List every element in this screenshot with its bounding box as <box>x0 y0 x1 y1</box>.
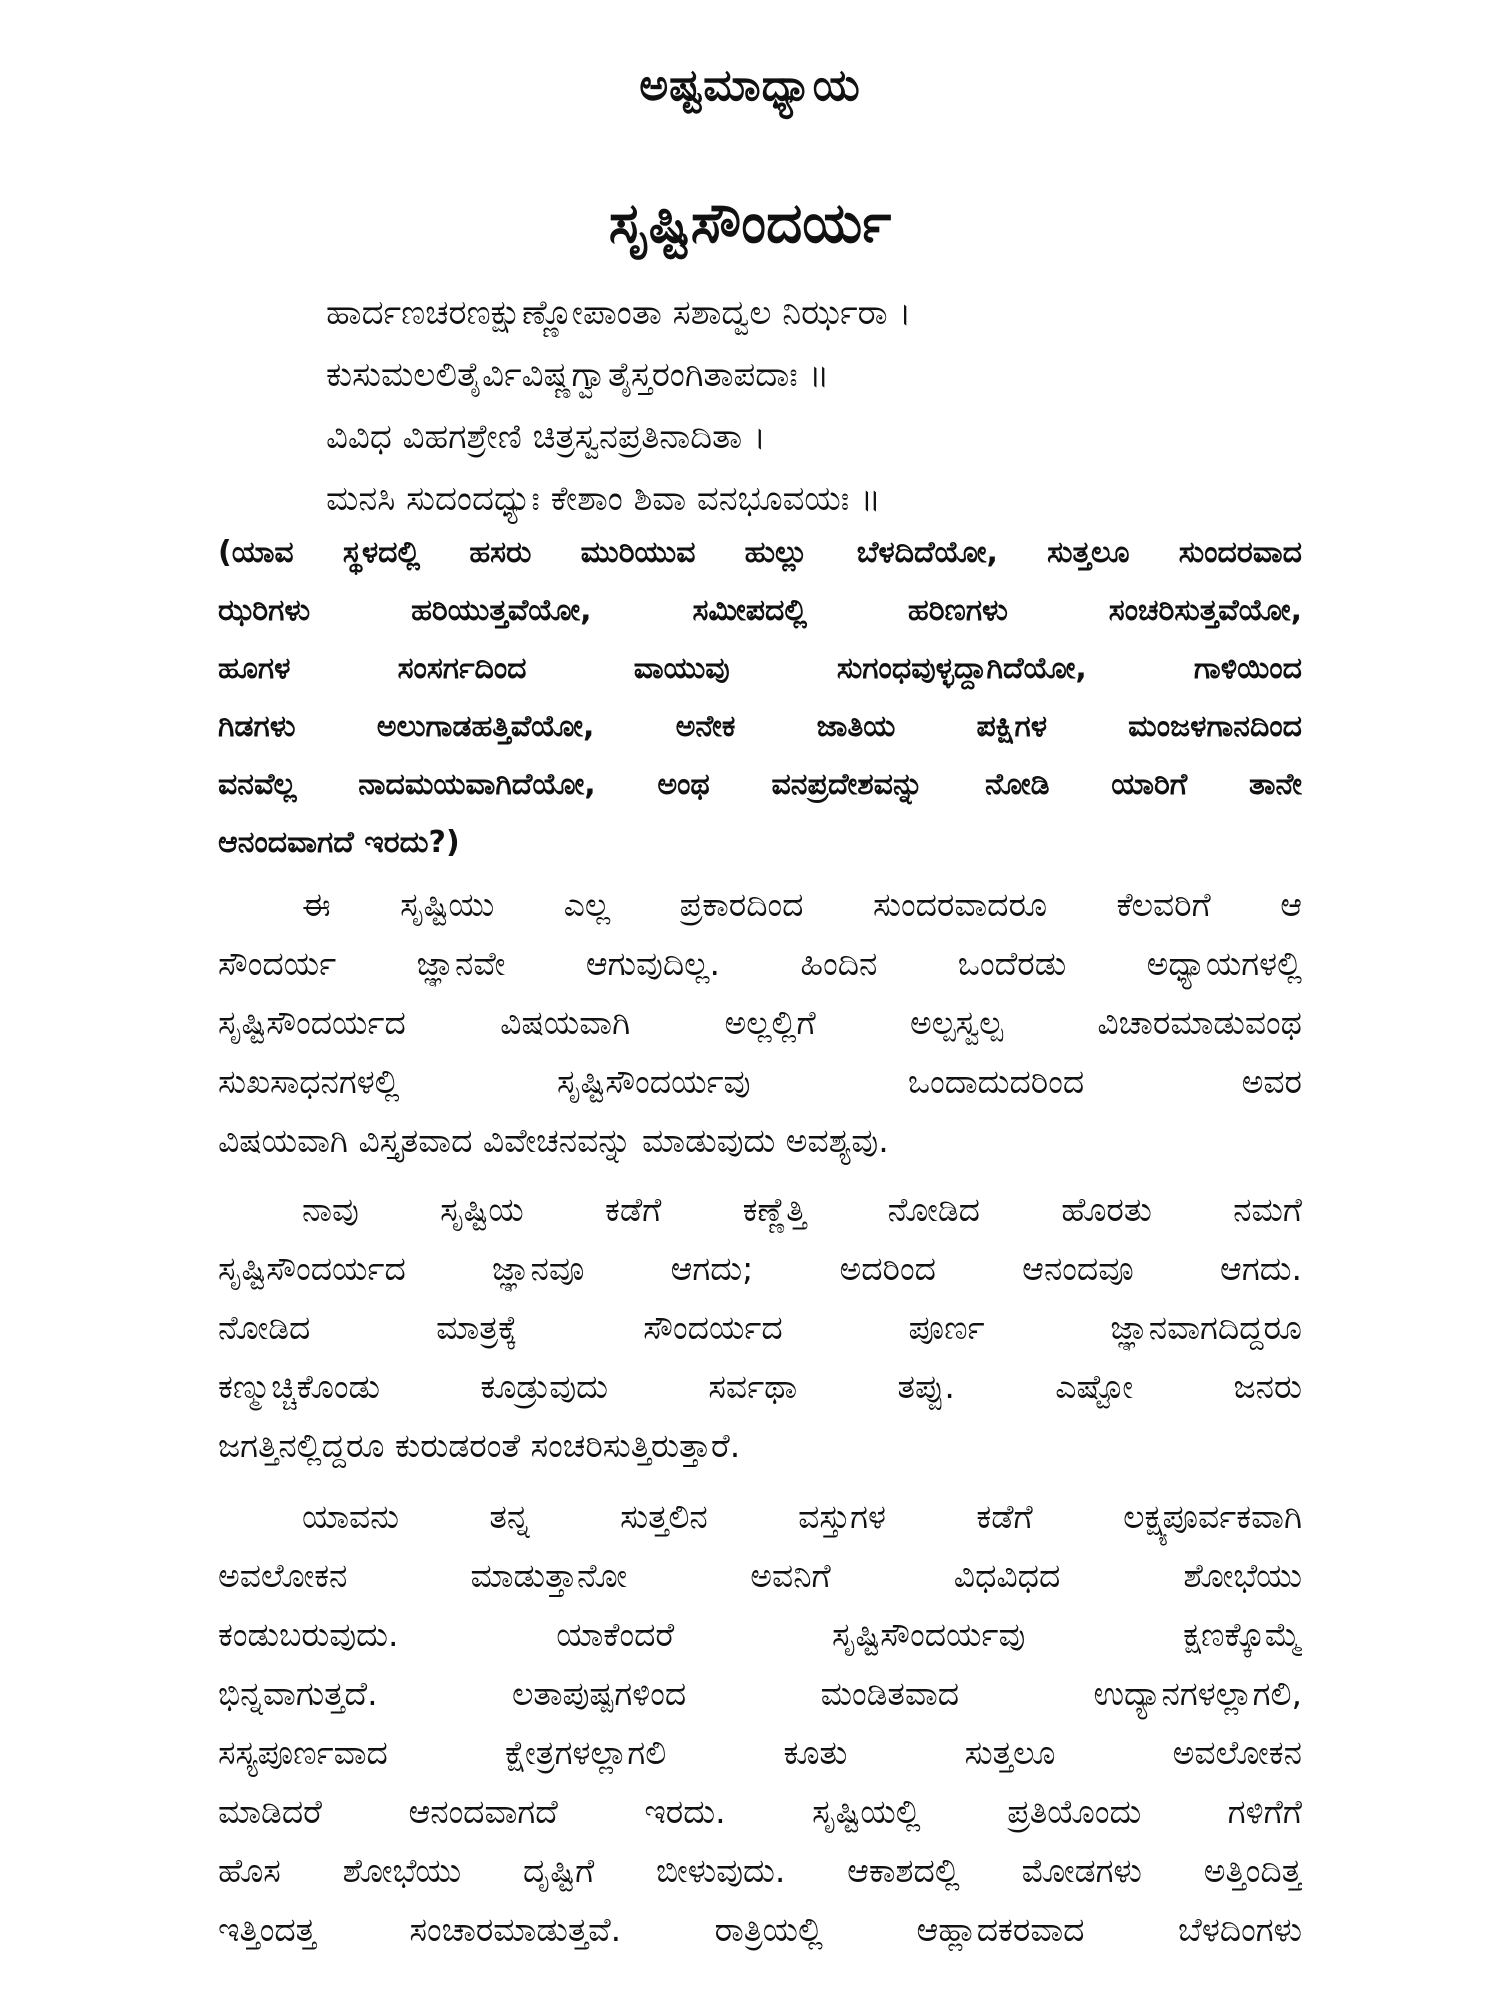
verse-line: ಮನಸಿ ಸುದಂದಧ್ಯುಃ ಕೇಶಾಂ ಶಿವಾ ವನಭೂವಯಃ ॥ <box>326 479 881 519</box>
chapter-title: ಅಷ್ಟಮಾಧ್ಯಾಯ <box>639 60 861 111</box>
paragraph-line: ಸುಖಸಾಧನಗಳಲ್ಲಿ ಸೃಷ್ಟಿಸೌಂದರ್ಯವು ಒಂದಾದುದರಿಂದ ಅವರ <box>218 1062 1302 1101</box>
paragraph-line: ಅವಲೋಕನ ಮಾಡುತ್ತಾನೋ ಅವನಿಗೆ ವಿಧವಿಧದ ಶೋಭೆಯು <box>218 1556 1302 1595</box>
translation-line: ಗಿಡಗಳು ಅಲುಗಾಡಹತ್ತಿವೆಯೋ, ಅನೇಕ ಜಾತಿಯ ಪಕ್ಷಿಗಳ ಮಂಜಳಗಾನದಿಂದ <box>218 709 1302 744</box>
paragraph-line: ಭಿನ್ನವಾಗುತ್ತದೆ. ಲತಾಪುಷ್ಪಗಳಿಂದ ಮಂಡಿತವಾದ ಉದ್ಯಾನಗಳಲ್ಲಾಗಲಿ, <box>218 1674 1302 1713</box>
paragraph-line: ಕಂಡುಬರುವುದು. ಯಾಕೆಂದರೆ ಸೃಷ್ಟಿಸೌಂದರ್ಯವು ಕ್ಷಣಕ್ಕೊಮ್ಮೆ <box>218 1615 1302 1654</box>
paragraph-line: ಸೃಷ್ಟಿಸೌಂದರ್ಯದ ವಿಷಯವಾಗಿ ಅಲ್ಲಲ್ಲಿಗೆ ಅಲ್ಪಸ್ವಲ್ಪ ವಿಚಾರಮಾಡುವಂಥ <box>218 1003 1302 1042</box>
paragraph-line: ವಿಷಯವಾಗಿ ವಿಸ್ತೃತವಾದ ವಿವೇಚನವನ್ನು ಮಾಡುವುದು ಅವಶ್ಯವು. <box>218 1121 889 1160</box>
paragraph-line: ನೋಡಿದ ಮಾತ್ರಕ್ಕೆ ಸೌಂದರ್ಯದ ಪೂರ್ಣ ಜ್ಞಾನವಾಗದಿದ್ದರೂ <box>218 1308 1302 1347</box>
paragraph-line: ಸೌಂದರ್ಯ ಜ್ಞಾನವೇ ಆಗುವುದಿಲ್ಲ. ಹಿಂದಿನ ಒಂದೆರಡು ಅಧ್ಯಾಯಗಳಲ್ಲಿ <box>218 944 1302 983</box>
paragraph-line: ಸೃಷ್ಟಿಸೌಂದರ್ಯದ ಜ್ಞಾನವೂ ಆಗದು; ಅದರಿಂದ ಆನಂದವೂ ಆಗದು. <box>218 1249 1302 1288</box>
sanskrit-verse <box>326 282 1326 530</box>
translation-line: ಹೂಗಳ ಸಂಸರ್ಗದಿಂದ ವಾಯುವು ಸುಗಂಧವುಳ್ಳದ್ದಾಗಿದೆಯೋ, ಗಾಳಿಯಿಂದ <box>218 651 1302 686</box>
paragraph-line: ಹೊಸ ಶೋಭೆಯು ದೃಷ್ಟಿಗೆ ಬೀಳುವುದು. ಆಕಾಶದಲ್ಲಿ ಮೋಡಗಳು ಅತ್ತಿಂದಿತ್ತ <box>218 1851 1302 1890</box>
verse-line: ಕುಸುಮಲಲಿತೈರ್ವಿವಿಷ್ಣಗ್ವಾತೈಸ್ತರಂಗಿತಾಪದಾಃ ॥ <box>326 355 830 395</box>
paragraph-line: ಇತ್ತಿಂದತ್ತ ಸಂಚಾರಮಾಡುತ್ತವೆ. ರಾತ್ರಿಯಲ್ಲಿ ಆಹ್ಲಾದಕರವಾದ ಬೆಳದಿಂಗಳು <box>218 1910 1302 1949</box>
translation-line: ಆನಂದವಾಗದೆ ಇರದು?) <box>218 825 460 860</box>
translation-line: (ಯಾವ ಸ್ಥಳದಲ್ಲಿ ಹಸರು ಮುರಿಯುವ ಹುಲ್ಲು ಬೆಳದಿದೆಯೋ, ಸುತ್ತಲೂ ಸುಂದರವಾದ <box>218 535 1302 570</box>
paragraph-line: ನಾವು ಸೃಷ್ಟಿಯ ಕಡೆಗೆ ಕಣ್ಣೆತ್ತಿ ನೋಡಿದ ಹೊರತು ನಮಗೆ <box>302 1190 1302 1229</box>
paragraph-line: ಸಸ್ಯಪೂರ್ಣವಾದ ಕ್ಷೇತ್ರಗಳಲ್ಲಾಗಲಿ ಕೂತು ಸುತ್ತಲೂ ಅವಲೋಕನ <box>218 1733 1302 1772</box>
paragraph-line: ಜಗತ್ತಿನಲ್ಲಿದ್ದರೂ ಕುರುಡರಂತೆ ಸಂಚರಿಸುತ್ತಿರುತ್ತಾರೆ. <box>218 1426 741 1465</box>
verse-line: ಹಾರ್ದಣಚರಣಕ್ಷುಣ್ಣೋಪಾಂತಾ ಸಶಾದ್ವಲ ನಿರ್ಝರಾ । <box>326 293 912 333</box>
paragraph-2 <box>218 1180 1302 1475</box>
paragraph-1 <box>218 875 1302 1170</box>
paragraph-3 <box>218 1487 1302 1959</box>
translation-line: ವನವೆಲ್ಲ ನಾದಮಯವಾಗಿದೆಯೋ, ಅಂಥ ವನಪ್ರದೇಶವನ್ನು ನೋಡಿ ಯಾರಿಗೆ ತಾನೇ <box>218 767 1302 802</box>
paragraph-line: ಮಾಡಿದರೆ ಆನಂದವಾಗದೆ ಇರದು. ಸೃಷ್ಟಿಯಲ್ಲಿ ಪ್ರತಿಯೊಂದು ಗಳಿಗೆಗೆ <box>218 1792 1302 1831</box>
verse-translation <box>218 524 1302 872</box>
page-title: ಸೃಷ್ಟಿಸೌಂದರ್ಯ <box>608 191 892 256</box>
paragraph-line: ಈ ಸೃಷ್ಟಿಯು ಎಲ್ಲ ಪ್ರಕಾರದಿಂದ ಸುಂದರವಾದರೂ ಕೆಲವರಿಗೆ ಆ <box>302 885 1302 924</box>
paragraph-line: ಯಾವನು ತನ್ನ ಸುತ್ತಲಿನ ವಸ್ತುಗಳ ಕಡೆಗೆ ಲಕ್ಷ್ಯಪೂರ್ವಕವಾಗಿ <box>302 1497 1302 1536</box>
translation-line: ಝರಿಗಳು ಹರಿಯುತ್ತವೆಯೋ, ಸಮೀಪದಲ್ಲಿ ಹರಿಣಗಳು ಸಂಚರಿಸುತ್ತವೆಯೋ, <box>218 593 1302 628</box>
paragraph-line: ಕಣ್ಮುಚ್ಚಿಕೊಂಡು ಕೂಡ್ರುವುದು ಸರ್ವಥಾ ತಪ್ಪು. ಎಷ್ಟೋ ಜನರು <box>218 1367 1302 1406</box>
verse-line: ವಿವಿಧ ವಿಹಗಶ್ರೇಣಿ ಚಿತ್ರಸ್ವನಪ್ರತಿನಾದಿತಾ । <box>326 417 766 457</box>
